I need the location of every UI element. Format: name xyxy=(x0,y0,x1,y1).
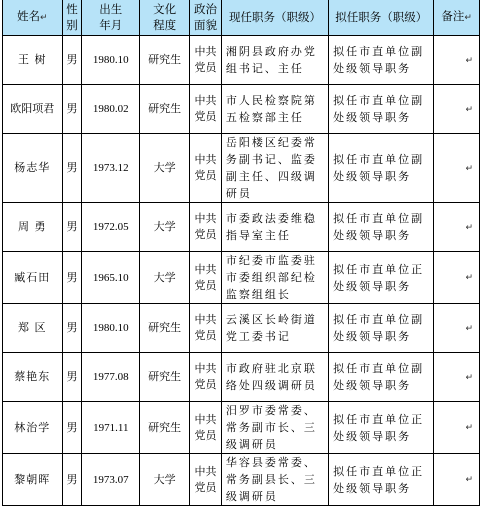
cadre-roster-table xyxy=(2,0,480,506)
cell-name: 郑 区 xyxy=(3,304,63,353)
cell-gender: 男 xyxy=(62,353,82,402)
cell-name: 黎朝晖 xyxy=(3,454,63,506)
cell-gender: 男 xyxy=(62,252,82,304)
table-row xyxy=(3,454,480,506)
table-row xyxy=(3,203,480,252)
cell-gender: 男 xyxy=(62,36,82,85)
header-proposed-post: 拟任职务（职级） xyxy=(329,0,434,36)
cell-education: 研究生 xyxy=(140,402,190,454)
cell-education: 大学 xyxy=(140,134,190,203)
cell-proposed-post: 拟任市直单位副处级领导职务 xyxy=(329,36,434,85)
cell-remarks: ↵ xyxy=(434,134,480,203)
cell-remarks: ↵ xyxy=(434,36,480,85)
cell-current-post: 市人民检察院第五检察部主任 xyxy=(221,85,328,134)
table-row xyxy=(3,402,480,454)
cell-current-post: 市政府驻北京联络处四级调研员 xyxy=(221,353,328,402)
cell-name: 周 勇 xyxy=(3,203,63,252)
cell-gender: 男 xyxy=(62,402,82,454)
table-row xyxy=(3,304,480,353)
cell-proposed-post: 拟任市直单位副处级领导职务 xyxy=(329,304,434,353)
cell-proposed-post: 拟任市直单位正处级领导职务 xyxy=(329,252,434,304)
cell-gender: 男 xyxy=(62,454,82,506)
cell-remarks: ↵ xyxy=(434,454,480,506)
cell-name: 杨志华 xyxy=(3,134,63,203)
cell-remarks: ↵ xyxy=(434,85,480,134)
cell-name: 欧阳项君 xyxy=(3,85,63,134)
cell-dob: 1973.12 xyxy=(82,134,140,203)
cell-dob: 1980.02 xyxy=(82,85,140,134)
cell-education: 研究生 xyxy=(140,304,190,353)
cell-current-post: 岳阳楼区纪委常务副书记、监委副主任、四级调研员 xyxy=(221,134,328,203)
table-row xyxy=(3,85,480,134)
cell-remarks: ↵ xyxy=(434,203,480,252)
cell-dob: 1977.08 xyxy=(82,353,140,402)
cell-gender: 男 xyxy=(62,134,82,203)
cell-current-post: 华容县委常委、常务副县长、三级调研员 xyxy=(221,454,328,506)
cell-proposed-post: 拟任市直单位副处级领导职务 xyxy=(329,134,434,203)
cell-dob: 1971.11 xyxy=(82,402,140,454)
cell-name: 臧石田 xyxy=(3,252,63,304)
cell-proposed-post: 拟任市直单位正处级领导职务 xyxy=(329,454,434,506)
cell-proposed-post: 拟任市直单位副处级领导职务 xyxy=(329,85,434,134)
header-remarks: 备注↵ xyxy=(434,0,480,36)
cell-politics: 中共党员 xyxy=(190,36,222,85)
cell-gender: 男 xyxy=(62,85,82,134)
cell-politics: 中共党员 xyxy=(190,203,222,252)
cell-politics: 中共党员 xyxy=(190,304,222,353)
cell-education: 研究生 xyxy=(140,85,190,134)
cell-name: 林治学 xyxy=(3,402,63,454)
header-dob: 出生年月 xyxy=(82,0,140,36)
cell-proposed-post: 拟任市直单位副处级领导职务 xyxy=(329,353,434,402)
cell-politics: 中共党员 xyxy=(190,402,222,454)
cell-dob: 1973.07 xyxy=(82,454,140,506)
cell-proposed-post: 拟任市直单位副处级领导职务 xyxy=(329,203,434,252)
cell-dob: 1972.05 xyxy=(82,203,140,252)
header-education: 文化程度 xyxy=(140,0,190,36)
cell-gender: 男 xyxy=(62,304,82,353)
cell-current-post: 湘阴县政府办党组书记、主任 xyxy=(221,36,328,85)
header-current-post: 现任职务（职级） xyxy=(221,0,328,36)
cell-proposed-post: 拟任市直单位正处级领导职务 xyxy=(329,402,434,454)
cell-remarks: ↵ xyxy=(434,353,480,402)
table-row xyxy=(3,36,480,85)
cell-dob: 1980.10 xyxy=(82,36,140,85)
cell-education: 大学 xyxy=(140,203,190,252)
table-row xyxy=(3,252,480,304)
table-row xyxy=(3,134,480,203)
cell-education: 大学 xyxy=(140,252,190,304)
cell-politics: 中共党员 xyxy=(190,85,222,134)
table-row xyxy=(3,353,480,402)
header-politics: 政治面貌 xyxy=(190,0,222,36)
cell-current-post: 云溪区长岭街道党工委书记 xyxy=(221,304,328,353)
cell-dob: 1980.10 xyxy=(82,304,140,353)
cell-politics: 中共党员 xyxy=(190,252,222,304)
cell-dob: 1965.10 xyxy=(82,252,140,304)
cell-politics: 中共党员 xyxy=(190,454,222,506)
cell-name: 王 树 xyxy=(3,36,63,85)
cell-remarks: ↵ xyxy=(434,304,480,353)
cell-education: 大学 xyxy=(140,454,190,506)
cell-remarks: ↵ xyxy=(434,252,480,304)
cell-politics: 中共党员 xyxy=(190,353,222,402)
header-name: 姓名↵ xyxy=(3,0,63,36)
cell-remarks: ↵ xyxy=(434,402,480,454)
cell-education: 研究生 xyxy=(140,353,190,402)
header-gender: 性别 xyxy=(62,0,82,36)
cell-name: 蔡艳东 xyxy=(3,353,63,402)
cell-current-post: 汨罗市委常委、常务副市长、三级调研员 xyxy=(221,402,328,454)
cell-gender: 男 xyxy=(62,203,82,252)
cell-politics: 中共党员 xyxy=(190,134,222,203)
cell-current-post: 市纪委市监委驻市委组织部纪检监察组组长 xyxy=(221,252,328,304)
table-header-row xyxy=(3,0,480,36)
cell-current-post: 市委政法委维稳指导室主任 xyxy=(221,203,328,252)
cell-education: 研究生 xyxy=(140,36,190,85)
